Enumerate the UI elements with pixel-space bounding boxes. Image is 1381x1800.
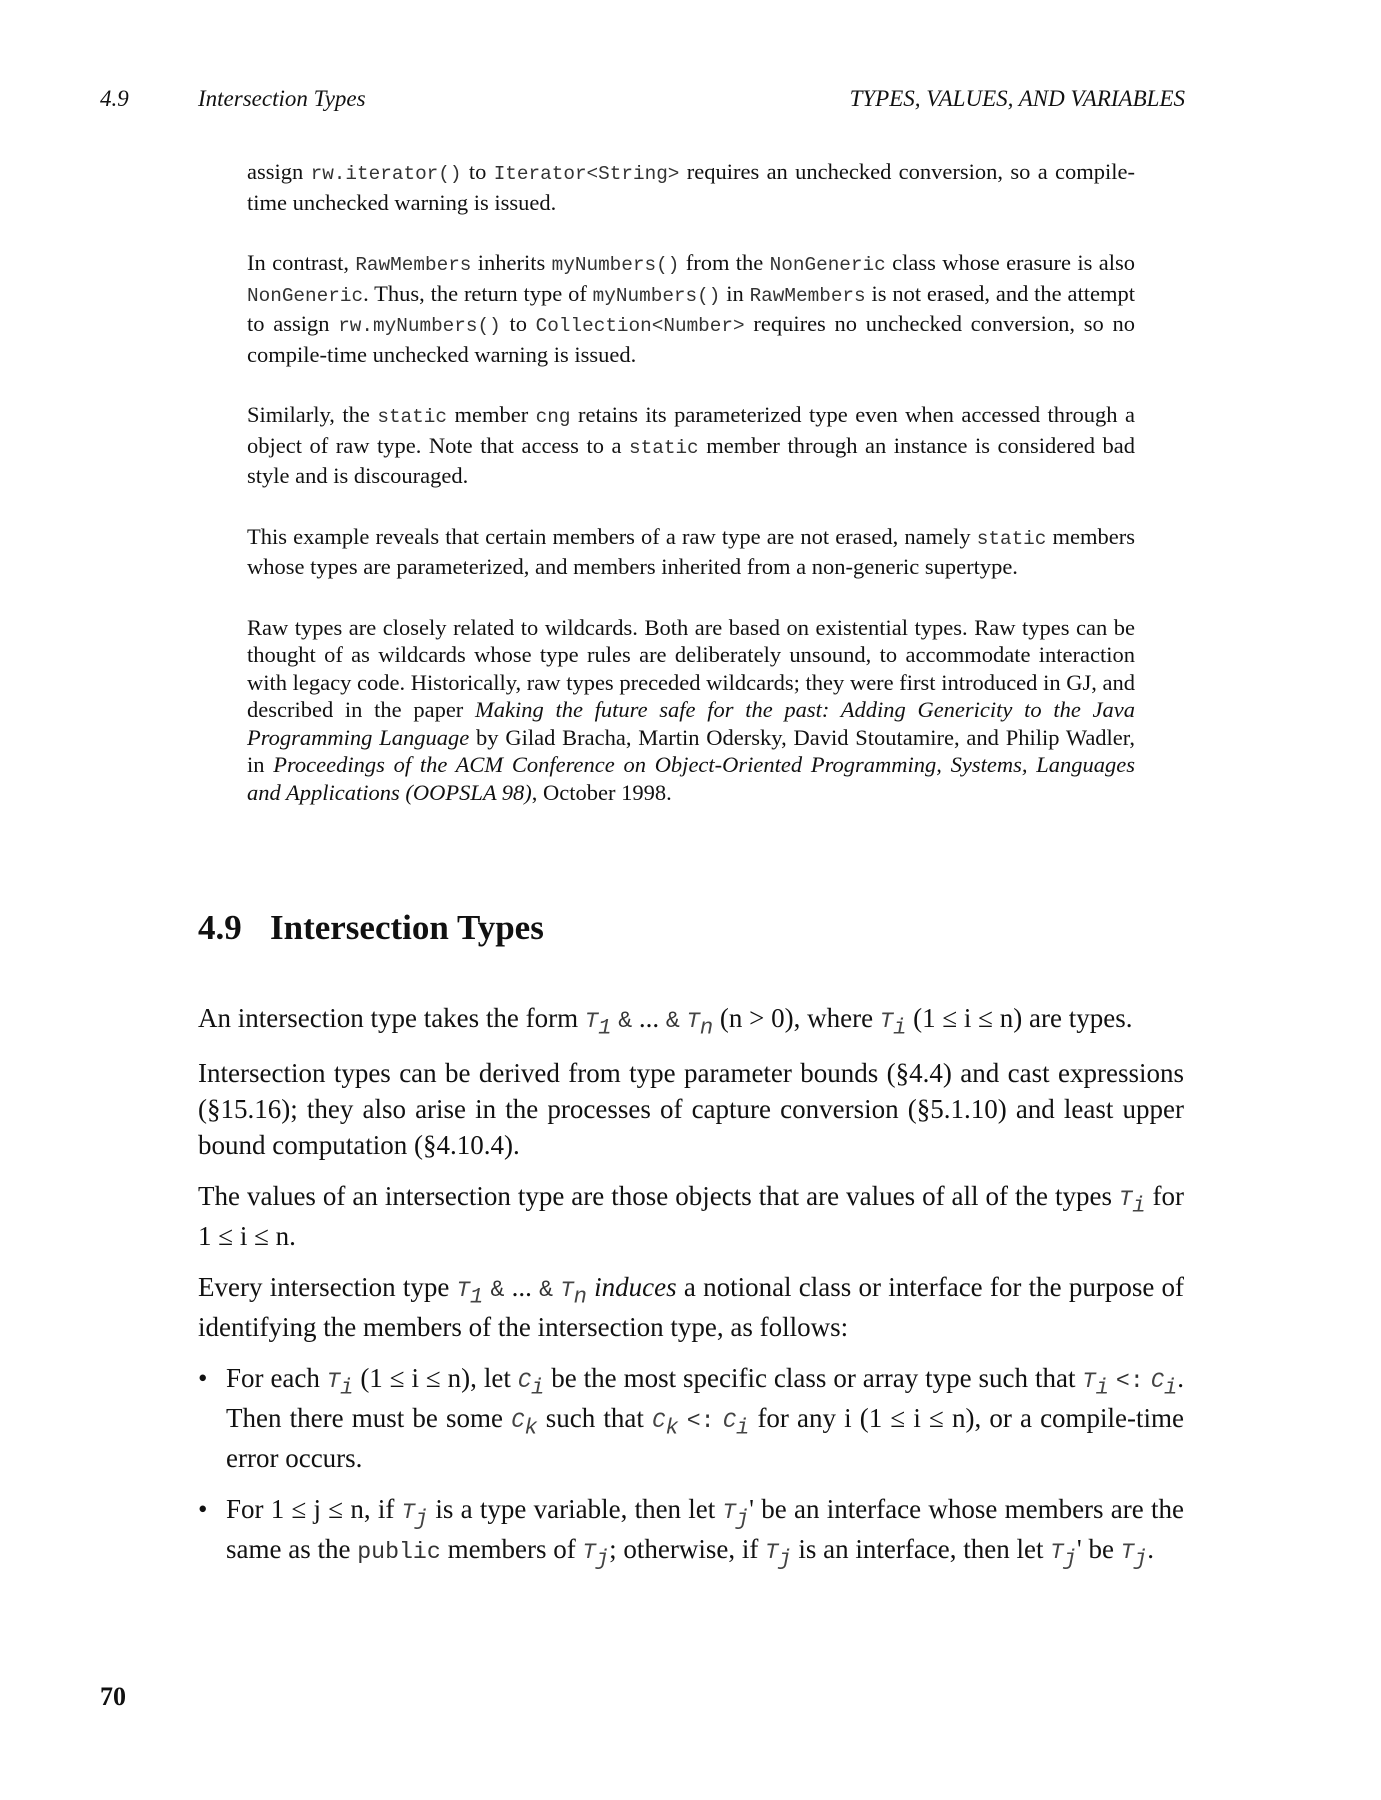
- body-paragraph-4: Every intersection type $T_1$ & ... & $T_n$ induces a notional class or interface for the purpose of identifying the members of the intersection type, as follows:: [198, 1272, 1185, 1342]
- section-heading: [198, 908, 544, 948]
- note-paragraph-3: Similarly, the static member cng retains its parameterized type even when accessed through a object of raw type. Note that access to a static member through an instance is considered bad style and is discouraged.: [247, 402, 1136, 488]
- note-paragraph-2: In contrast, RawMembers inherits myNumbers() from the NonGeneric class whose erasure is also NonGeneric. Thus, the return type of myNumbers() in RawMembers is not erased, and the attempt to assign rw.myNumbers() to Collection<Number> requires no unchecked conversion, so no compile-time unchecked warning is issued.: [247, 250, 1135, 367]
- note-paragraph-1: assign rw.iterator() to Iterator<String> requires an unchecked conversion, so a compile-time unchecked warning is issued.: [247, 159, 1135, 215]
- list-item: • For 1 ≤ j ≤ n, if $T_j$ is a type variable, then let $T_j'$ be an interface whose members are the same as the public members of $T_j$; otherwise, if $T_j$ is an interface, then let $T_j'$ be $T_j$.: [198, 1491, 1184, 1571]
- note-paragraph-4: This example reveals that certain members of a raw type are not erased, namely static members whose types are parameterized, and members inherited from a non-generic supertype.: [247, 523, 1136, 579]
- bullet-marker: •: [198, 1494, 208, 1524]
- section-body: [198, 1000, 1184, 1586]
- header-section-title: Intersection Types: [198, 86, 366, 111]
- section-heading-number: 4.9: [198, 908, 242, 947]
- page-number: 70: [100, 1682, 126, 1711]
- bullet-marker: •: [198, 1363, 208, 1393]
- running-header: [0, 86, 1381, 116]
- bullet-list: [198, 1360, 1184, 1571]
- section-heading-title: Intersection Types: [270, 908, 544, 947]
- header-chapter-title: TYPES, VALUES, AND VARIABLES: [849, 86, 1185, 111]
- header-section-number: 4.9: [100, 86, 129, 111]
- body-paragraph-2: Intersection types can be derived from type parameter bounds (§4.4) and cast expressions (§15.16); they also arise in the processes of capture conversion (§5.1.10) and least upper bound computation (§4.10.4).: [198, 1058, 1184, 1160]
- note-paragraph-5: Raw types are closely related to wildcards. Both are based on existential types. Raw types can be thought of as wildcards whose type rules are deliberately unsound, to accommodate interaction with legacy code. Historically, raw types preceded wildcards; they were first introduced in GJ, and described in the paper Making the future safe for the past: Adding Genericity to the Java Programming Language by Gilad Bracha, Martin Odersky, David Stoutamire, and Philip Wadler, in Proceedings of the ACM Conference on Object-Oriented Programming, Systems, Languages and Applications (OOPSLA 98), October 1998.: [247, 614, 1136, 805]
- list-item: • For each $T_i$ (1 ≤ i ≤ n), let $C_i$ be the most specific class or array type such that $T_i$ <: $C_i$. Then there must be some $C_k$ such that $C_k$ <: $C_i$ for any i (1 ≤ i ≤ n), or a compile-time error occurs.: [198, 1360, 1184, 1476]
- discussion-note: [247, 158, 1135, 839]
- body-paragraph-3: The values of an intersection type are those objects that are values of all of the types $T_i$ for 1 ≤ i ≤ n.: [198, 1181, 1185, 1251]
- body-paragraph-1: An intersection type takes the form $T_1$ & ... & $T_n$ (n > 0), where $T_i$ (1 ≤ i ≤ n) are types.: [198, 1003, 1133, 1041]
